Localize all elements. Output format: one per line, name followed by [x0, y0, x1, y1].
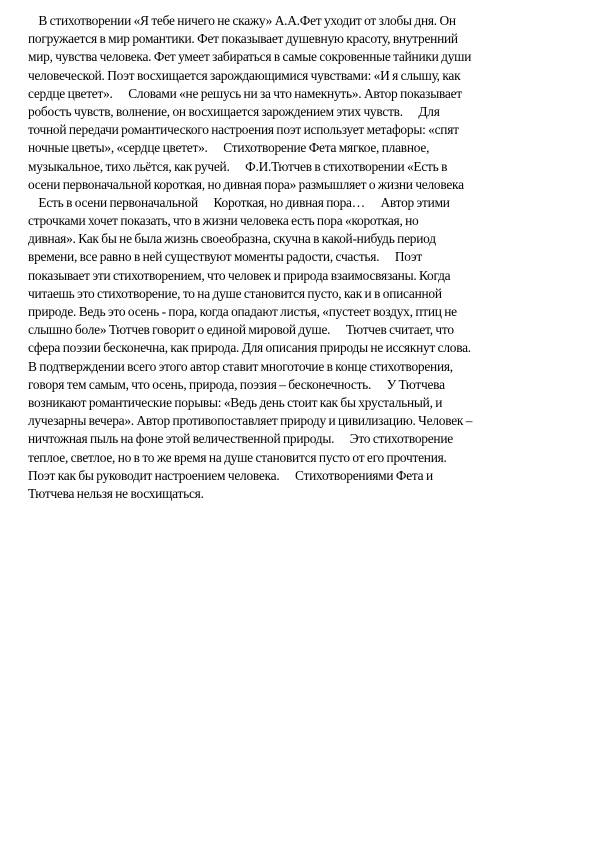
text-line: времени, все равно в ней существуют моменты радости, счастья. Поэт [28, 249, 423, 265]
text-line: В стихотворении «Я тебе ничего не скажу» А.А.Фет уходит от злобы дня. Он [28, 13, 456, 28]
text-line: Есть в осени первоначальной Короткая, но дивная пора… Автор этими [28, 194, 450, 210]
text-line: мир, чувства человека. Фет умеет забираться в самые сокровенные тайники души [28, 49, 472, 65]
text-line: ночные цветы», «сердце цветет». Стихотворение Фета мягкое, плавное, [28, 140, 430, 156]
text-line: человеческой. Поэт восхищается зарождающимися чувствами: «И я слышу, как [28, 67, 461, 83]
text-line: сфера поэзии бесконечна, как природа. Для описания природы не иссякнут слова. [28, 340, 471, 356]
text-line: сердце цветет». Словами «не решусь ни за что намекнуть». Автор показывает [28, 85, 462, 101]
text-line: дивная». Как бы не была жизнь своеобразна, скучна в какой-нибудь период [28, 231, 436, 247]
text-line: точной передачи романтического настроения поэт использует метафоры: «спят [28, 122, 459, 138]
text-line: строчками хочет показать, что в жизни человека есть пора «короткая, но [28, 213, 419, 229]
text-line: робость чувств, волнение, он восхищается зарождением этих чувств. Для [28, 103, 440, 119]
text-line: погружается в мир романтики. Фет показывает душевную красоту, внутренний [28, 31, 458, 47]
text-line: говоря тем самым, что осень, природа, поэзия – бесконечность. У Тютчева [28, 376, 445, 392]
essay-text [28, 12, 574, 503]
text-line: В подтверждении всего этого автор ставит многоточие в конце стихотворения, [28, 358, 453, 374]
text-line: Поэт как бы руководит настроением человека. Стихотворениями Фета и [28, 467, 433, 483]
text-line: показывает эти стихотворением, что человек и природа взаимосвязаны. Когда [28, 267, 451, 283]
text-line: Тютчева нельзя не восхищаться. [28, 485, 204, 501]
text-line: осени первоначальной короткая, но дивная пора» размышляет о жизни человека [28, 176, 464, 192]
text-line: теплое, светлое, но в то же время на душе становится пусто от его прочтения. [28, 449, 447, 465]
text-line: музыкальное, тихо льётся, как ручей. Ф.И.Тютчев в стихотворении «Есть в [28, 158, 448, 174]
text-line: лучезарны вечера». Автор противопоставляет природу и цивилизацию. Человек – [28, 413, 473, 429]
text-line: ничтожная пыль на фоне этой величественной природы. Это стихотворение [28, 431, 453, 447]
text-line: читаешь это стихотворение, то на душе становится пусто, как и в описанной [28, 285, 442, 301]
text-line: возникают романтические порывы: «Ведь день стоит как бы хрустальный, и [28, 394, 443, 410]
text-line: природе. Ведь это осень - пора, когда опадают листья, «пустеет воздух, птиц не [28, 304, 457, 319]
text-line: слышно боле» Тютчев говорит о единой мировой душе. Тютчев считает, что [28, 322, 454, 338]
